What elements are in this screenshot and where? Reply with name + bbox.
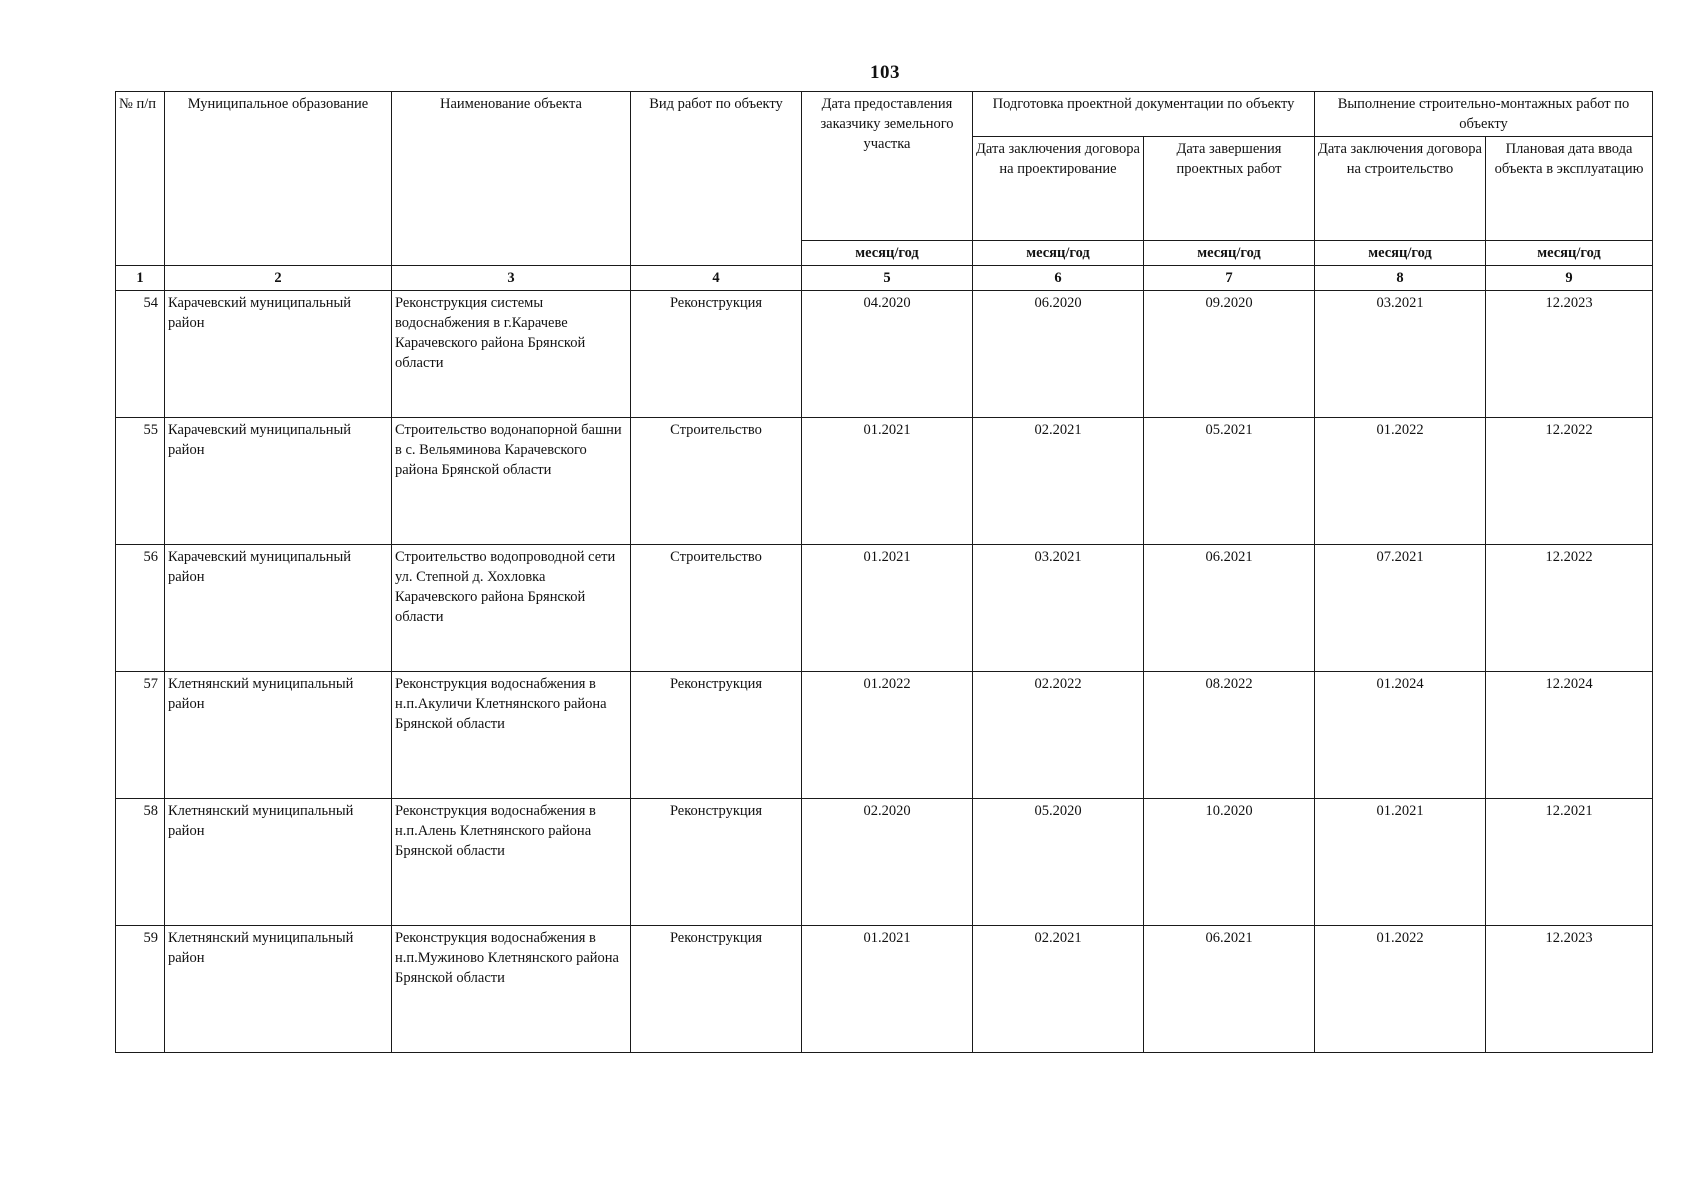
- row-number: 54: [116, 291, 165, 418]
- commissioning-cell: 12.2021: [1486, 799, 1653, 926]
- municipality-cell: Клетнянский муниципальный район: [165, 799, 392, 926]
- row-number: 56: [116, 545, 165, 672]
- design-contract-cell: 03.2021: [973, 545, 1144, 672]
- design-end-cell: 08.2022: [1144, 672, 1315, 799]
- build-contract-cell: 01.2024: [1315, 672, 1486, 799]
- design-end-cell: 09.2020: [1144, 291, 1315, 418]
- design-end-cell: 06.2021: [1144, 545, 1315, 672]
- land-date-cell: 01.2021: [802, 926, 973, 1053]
- work-type-cell: Реконструкция: [631, 926, 802, 1053]
- column-number-row: [116, 266, 1653, 291]
- column-number: 9: [1486, 266, 1653, 291]
- design-contract-cell: 02.2021: [973, 418, 1144, 545]
- land-date-cell: 04.2020: [802, 291, 973, 418]
- design-contract-cell: 02.2021: [973, 926, 1144, 1053]
- row-number: 55: [116, 418, 165, 545]
- work-type-cell: Реконструкция: [631, 291, 802, 418]
- design-contract-cell: 02.2022: [973, 672, 1144, 799]
- object-cell: Строительство водонапорной башни в с. Вельяминова Карачевского района Брянской области: [392, 418, 631, 545]
- header-land-date: Дата предоставления заказчику земельного участка: [802, 92, 973, 241]
- land-date-cell: 01.2021: [802, 545, 973, 672]
- header-group-construction: Выполнение строительно-монтажных работ по объекту: [1315, 92, 1653, 137]
- object-schedule-table: [115, 91, 1653, 1053]
- unit-col-8: месяц/год: [1315, 241, 1486, 266]
- object-cell: Реконструкция системы водоснабжения в г.Карачеве Карачевского района Брянской области: [392, 291, 631, 418]
- table-row: [116, 672, 1653, 799]
- column-number: 6: [973, 266, 1144, 291]
- commissioning-cell: 12.2022: [1486, 545, 1653, 672]
- unit-col-6: месяц/год: [973, 241, 1144, 266]
- object-cell: Строительство водопроводной сети ул. Степной д. Хохловка Карачевского района Брянской области: [392, 545, 631, 672]
- municipality-cell: Клетнянский муниципальный район: [165, 926, 392, 1053]
- header-design-end: Дата завершения проектных работ: [1144, 137, 1315, 241]
- commissioning-cell: 12.2023: [1486, 926, 1653, 1053]
- municipality-cell: Карачевский муниципальный район: [165, 291, 392, 418]
- object-cell: Реконструкция водоснабжения в н.п.Акуличи Клетнянского района Брянской области: [392, 672, 631, 799]
- table-row: [116, 926, 1653, 1053]
- design-contract-cell: 05.2020: [973, 799, 1144, 926]
- build-contract-cell: 03.2021: [1315, 291, 1486, 418]
- column-number: 2: [165, 266, 392, 291]
- build-contract-cell: 01.2022: [1315, 926, 1486, 1053]
- header-municipality: Муниципальное образование: [165, 92, 392, 266]
- land-date-cell: 02.2020: [802, 799, 973, 926]
- unit-col-5: месяц/год: [802, 241, 973, 266]
- row-number: 59: [116, 926, 165, 1053]
- municipality-cell: Карачевский муниципальный район: [165, 418, 392, 545]
- row-number: 57: [116, 672, 165, 799]
- object-cell: Реконструкция водоснабжения в н.п.Алень Клетнянского района Брянской области: [392, 799, 631, 926]
- table-row: [116, 418, 1653, 545]
- work-type-cell: Реконструкция: [631, 672, 802, 799]
- design-end-cell: 06.2021: [1144, 926, 1315, 1053]
- header-row-top: [116, 92, 1653, 137]
- header-group-design: Подготовка проектной документации по объекту: [973, 92, 1315, 137]
- column-number: 3: [392, 266, 631, 291]
- header-work-type: Вид работ по объекту: [631, 92, 802, 266]
- table-row: [116, 545, 1653, 672]
- object-cell: Реконструкция водоснабжения в н.п.Мужиново Клетнянского района Брянской области: [392, 926, 631, 1053]
- commissioning-cell: 12.2024: [1486, 672, 1653, 799]
- header-build-contract: Дата заключения договора на строительство: [1315, 137, 1486, 241]
- municipality-cell: Клетнянский муниципальный район: [165, 672, 392, 799]
- header-num: № п/п: [116, 92, 165, 266]
- design-contract-cell: 06.2020: [973, 291, 1144, 418]
- table-row: [116, 799, 1653, 926]
- build-contract-cell: 01.2021: [1315, 799, 1486, 926]
- commissioning-cell: 12.2022: [1486, 418, 1653, 545]
- unit-col-7: месяц/год: [1144, 241, 1315, 266]
- design-end-cell: 05.2021: [1144, 418, 1315, 545]
- column-number: 8: [1315, 266, 1486, 291]
- header-object: Наименование объекта: [392, 92, 631, 266]
- municipality-cell: Карачевский муниципальный район: [165, 545, 392, 672]
- column-number: 7: [1144, 266, 1315, 291]
- work-type-cell: Строительство: [631, 418, 802, 545]
- column-number: 5: [802, 266, 973, 291]
- build-contract-cell: 07.2021: [1315, 545, 1486, 672]
- design-end-cell: 10.2020: [1144, 799, 1315, 926]
- page-number: 103: [870, 62, 900, 83]
- work-type-cell: Реконструкция: [631, 799, 802, 926]
- column-number: 1: [116, 266, 165, 291]
- header-commissioning: Плановая дата ввода объекта в эксплуатацию: [1486, 137, 1653, 241]
- work-type-cell: Строительство: [631, 545, 802, 672]
- unit-col-9: месяц/год: [1486, 241, 1653, 266]
- land-date-cell: 01.2022: [802, 672, 973, 799]
- commissioning-cell: 12.2023: [1486, 291, 1653, 418]
- header-design-contract: Дата заключения договора на проектирование: [973, 137, 1144, 241]
- table-row: [116, 291, 1653, 418]
- build-contract-cell: 01.2022: [1315, 418, 1486, 545]
- row-number: 58: [116, 799, 165, 926]
- land-date-cell: 01.2021: [802, 418, 973, 545]
- column-number: 4: [631, 266, 802, 291]
